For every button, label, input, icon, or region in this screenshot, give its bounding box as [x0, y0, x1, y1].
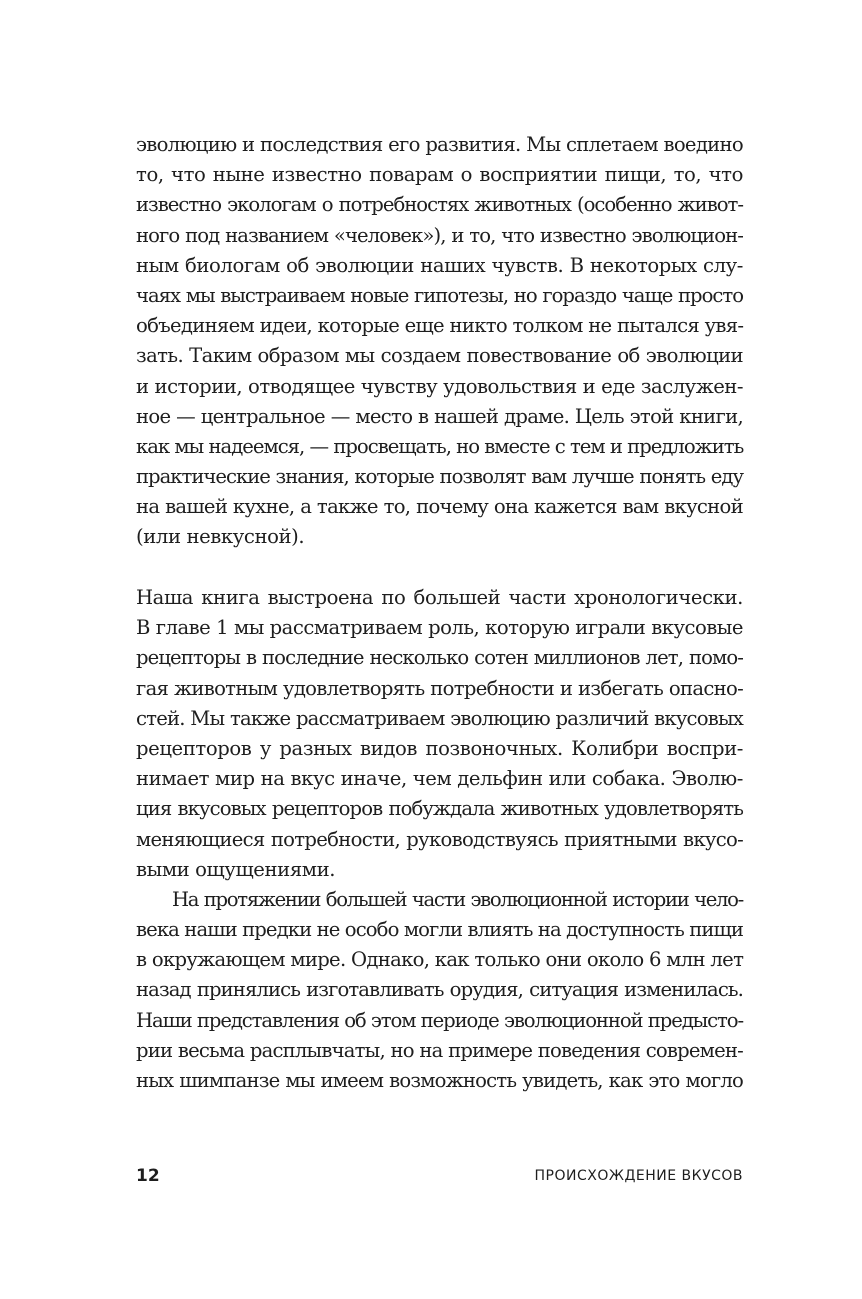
paragraphs-section-2	[136, 583, 743, 1096]
text-line: нимает мир на вкус иначе, чем дельфин или собака. Эволю-	[136, 767, 743, 791]
text-line: чаях мы выстраиваем новые гипотезы, но гораздо чаще просто	[136, 283, 743, 307]
text-line: практические знания, которые позволят вам лучше понять еду	[136, 465, 743, 489]
text-line: стей. Мы также рассматриваем эволюцию различий вкусовых	[136, 706, 743, 730]
paragraph-1	[136, 130, 743, 553]
text-line: объединяем идеи, которые еще никто толком не пытался увя-	[136, 314, 744, 338]
text-line: выми ощущениями.	[136, 857, 336, 881]
text-line: В главе 1 мы рассматриваем роль, которую играли вкусовые	[136, 616, 743, 640]
text-line: ного под названием «человек»), и то, что известно эволюцион-	[136, 223, 743, 247]
text-line: известно экологам о потребностях животных (особенно живот-	[136, 193, 743, 217]
text-line: эволюцию и последствия его развития. Мы сплетаем воедино	[136, 133, 743, 156]
text-line: рецепторов у разных видов позвоночных. Колибри воспри-	[136, 736, 743, 760]
text-line: и истории, отводящее чувству удовольствия и еде заслужен-	[136, 374, 743, 398]
text-line: на вашей кухне, а также то, почему она кажется вам вкусной	[136, 495, 743, 519]
text-line: гая животным удовлетворять потребности и избегать опасно-	[136, 676, 743, 700]
text-line: рии весьма расплывчаты, но на примере поведения современ-	[136, 1038, 743, 1062]
text-line: На протяжении большей части эволюционной истории чело-	[172, 887, 743, 911]
text-line: назад принялись изготавливать орудия, ситуация изменилась.	[136, 978, 743, 1002]
page-number: 12	[136, 1166, 160, 1186]
text-line: (или невкусной).	[136, 525, 305, 549]
text-line: века наши предки не особо могли влиять на доступность пищи	[136, 918, 743, 942]
text-line: ция вкусовых рецепторов побуждала животных удовлетворять	[136, 797, 743, 821]
text-line: ных шимпанзе мы имеем возможность увидеть, как это могло	[136, 1069, 743, 1092]
text-line: ным биологам об эволюции наших чувств. В некоторых слу-	[136, 253, 743, 277]
text-line: Наши представления об этом периоде эволюционной предысто-	[136, 1008, 743, 1032]
text-line: рецепторы в последние несколько сотен миллионов лет, помо-	[136, 646, 743, 670]
text-line: Наша книга выстроена по большей части хронологически.	[136, 586, 743, 609]
text-line: зать. Таким образом мы создаем повествование об эволюции	[136, 344, 743, 368]
text-line: в окружающем мире. Однако, как только они около 6 млн лет	[136, 948, 744, 972]
text-line: ное — центральное — место в нашей драме. Цель этой книги,	[136, 404, 743, 428]
running-title: ПРОИСХОЖДЕНИЕ ВКУСОВ	[534, 1168, 743, 1184]
text-line: то, что ныне известно поварам о восприятии пищи, то, что	[136, 163, 743, 187]
text-line: как мы надеемся, — просвещать, но вместе с тем и предложить	[136, 434, 744, 458]
text-line: меняющиеся потребности, руководствуясь приятными вкусо-	[136, 827, 743, 851]
